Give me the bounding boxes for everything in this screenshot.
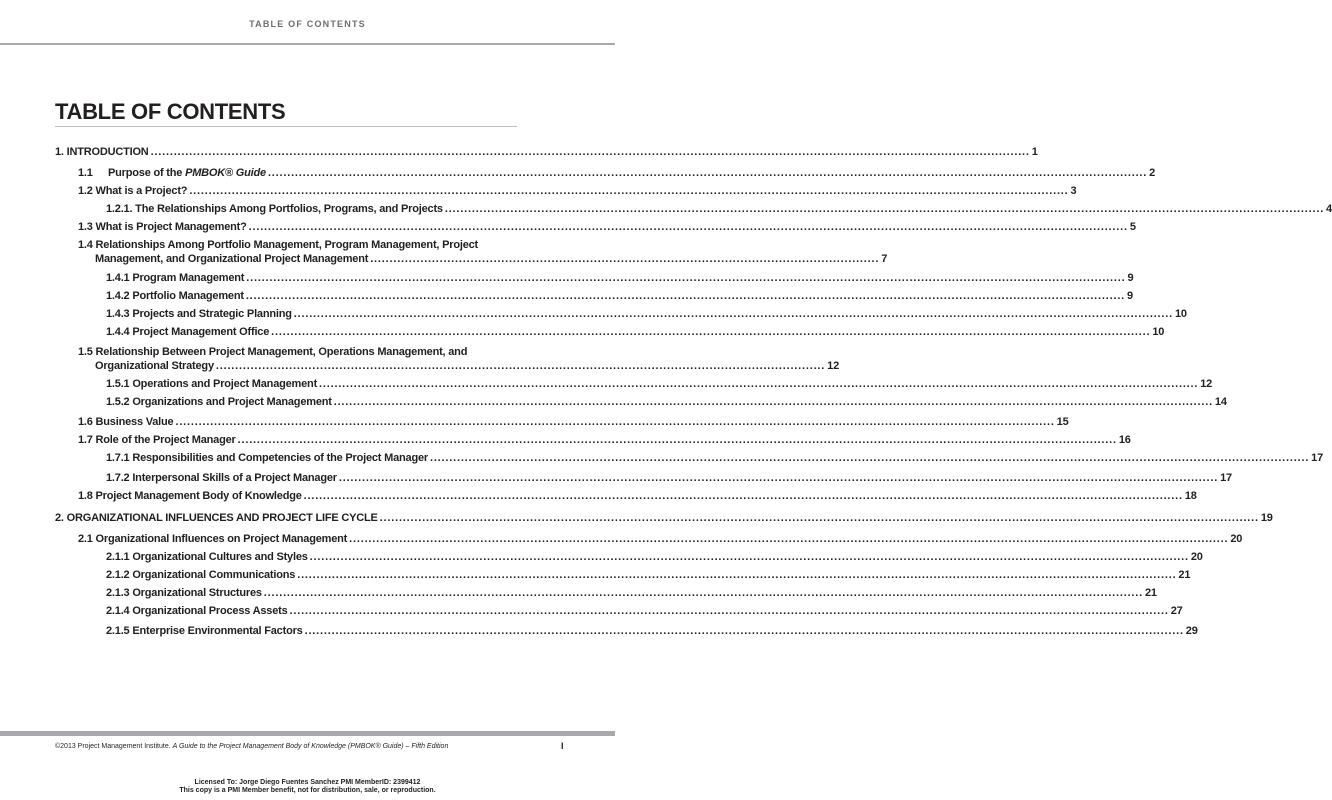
toc-page-number: 7 — [881, 253, 888, 265]
toc-page-number: 12 — [827, 360, 839, 372]
license-notice — [0, 779, 615, 795]
dot-leader — [175, 415, 1054, 429]
dot-leader — [430, 451, 1309, 465]
toc-entry-label: 2.1.3 Organizational Structures — [106, 587, 262, 599]
toc-page-number: 27 — [1170, 605, 1183, 617]
toc-entry[interactable] — [106, 325, 1165, 339]
dot-leader — [264, 586, 1143, 600]
toc-entry[interactable] — [106, 471, 1232, 485]
toc-entry[interactable] — [106, 604, 1183, 618]
dot-leader — [334, 395, 1213, 409]
toc-page-number: 4 — [1326, 203, 1332, 215]
toc-entry-label: 1.2.1. The Relationships Among Portfolios, Programs, and Projects — [106, 203, 443, 215]
toc-entry[interactable] — [106, 395, 1227, 409]
toc-page-number: 16 — [1118, 434, 1131, 446]
toc-entry[interactable] — [78, 184, 1077, 198]
dot-leader — [271, 325, 1150, 339]
toc-page-number: 17 — [1311, 452, 1324, 464]
dot-leader — [349, 532, 1228, 546]
toc-entry[interactable] — [78, 433, 1131, 447]
toc-page-number: 14 — [1214, 396, 1227, 408]
running-header — [0, 0, 615, 45]
toc-entry[interactable] — [106, 271, 1134, 285]
dot-leader — [249, 220, 1128, 234]
toc-page-number: 5 — [1129, 221, 1136, 233]
dot-leader — [290, 604, 1169, 618]
toc-entry[interactable] — [106, 624, 1198, 638]
toc-page-number: 10 — [1174, 308, 1187, 320]
toc-entry[interactable] — [78, 238, 888, 266]
toc-entry-label: 1.1 Purpose of the PMBOK® Guide — [78, 167, 266, 179]
dot-leader: .................................................................................................................................... — [370, 253, 880, 265]
dot-leader — [297, 568, 1176, 582]
toc-entry-label: 2.1.1 Organizational Cultures and Styles — [106, 551, 308, 563]
toc-entry[interactable] — [106, 568, 1191, 582]
footer-copyright: ©2013 Project Management Institute. A Guide to the Project Management Body of Knowledge (PMBOK® Guide) – Fifth Edition — [55, 743, 449, 750]
dot-leader — [310, 550, 1189, 564]
toc-entry-label: 2.1 Organizational Influences on Project Management — [78, 533, 348, 545]
toc-entry[interactable] — [78, 345, 839, 373]
title-divider — [55, 126, 517, 127]
toc-entry-label: 1.7 Role of the Project Manager — [78, 434, 236, 446]
license-line-1: Licensed To: Jorge Diego Fuentes Sanchez PMI MemberID: 2399412 — [194, 779, 421, 786]
toc-entry-label: 1.5 Relationship Between Project Management, Operations Management, and — [78, 346, 468, 358]
toc-entry[interactable] — [106, 202, 1332, 216]
toc-entry-label: 1.5.1 Operations and Project Management — [106, 378, 318, 390]
toc-entry-label: 1.7.2 Interpersonal Skills of a Project Manager — [106, 472, 337, 484]
dot-leader — [238, 433, 1117, 447]
toc-page-number: 9 — [1127, 290, 1133, 302]
toc-entry-label: 1.2 What is a Project? — [78, 185, 188, 197]
toc-entry-label: 2.1.5 Enterprise Environmental Factors — [106, 625, 303, 637]
toc-entry-label: 1.4.2 Portfolio Management — [106, 290, 244, 302]
page-title: TABLE OF CONTENTS — [55, 99, 286, 124]
toc-entry[interactable] — [78, 220, 1136, 234]
toc-entry-label: 2.1.2 Organizational Communications — [106, 569, 296, 581]
toc-page-number: 20 — [1190, 551, 1203, 563]
toc-entry[interactable] — [78, 489, 1197, 503]
toc-entry-label: 1.6 Business Value — [78, 416, 174, 428]
toc-entry-label: 1.5.2 Organizations and Project Management — [106, 396, 332, 408]
toc-page-number: 19 — [1260, 512, 1273, 524]
toc-entry-label-cont: Organizational Strategy — [95, 360, 214, 372]
toc-entry[interactable] — [78, 166, 1156, 180]
toc-page-number: 21 — [1178, 569, 1191, 581]
dot-leader — [246, 271, 1125, 285]
toc-entry[interactable] — [106, 451, 1324, 465]
toc-page-number: 2 — [1149, 167, 1156, 179]
dot-leader — [304, 489, 1183, 503]
toc-entry[interactable] — [78, 532, 1243, 546]
toc-entry[interactable] — [55, 145, 1038, 159]
license-line-2: This copy is a PMI Member benefit, not for distribution, sale, or reproduction. — [179, 787, 436, 794]
toc-entry[interactable] — [106, 550, 1203, 564]
dot-leader: .............................................................................................................................................................. — [215, 360, 826, 372]
toc-entry-label: 1. INTRODUCTION — [55, 146, 149, 158]
toc-page-number: 15 — [1056, 416, 1069, 428]
footer-rule — [0, 731, 615, 736]
toc-page-number: 29 — [1185, 625, 1198, 637]
toc-entry[interactable] — [106, 307, 1187, 321]
toc-entry-label-cont: Management, and Organizational Project Management — [95, 253, 369, 265]
toc-entry-label: 2.1.4 Organizational Process Assets — [106, 605, 288, 617]
dot-leader — [268, 166, 1147, 180]
toc-entry-label: 1.4.3 Projects and Strategic Planning — [106, 308, 292, 320]
toc-entry-label: 1.3 What is Project Management? — [78, 221, 247, 233]
running-header-title: TABLE OF CONTENTS — [249, 19, 366, 29]
dot-leader — [246, 289, 1125, 303]
toc-page-number: 3 — [1070, 185, 1077, 197]
dot-leader — [305, 624, 1184, 638]
toc-entry-label: 1.7.1 Responsibilities and Competencies of the Project Manager — [106, 452, 428, 464]
toc-entry-label: 1.4 Relationships Among Portfolio Management, Program Management, Project — [78, 239, 479, 251]
toc-page-number: 18 — [1184, 490, 1197, 502]
toc-page-number: 1 — [1031, 146, 1038, 158]
toc-page-number: 21 — [1145, 587, 1157, 599]
toc-entry-label: 1.4.4 Project Management Office — [106, 326, 270, 338]
footer-book-title: A Guide to the Project Management Body of Knowledge (PMBOK® Guide) – Fifth Edition — [172, 743, 449, 750]
toc-entry-label: 1.4.1 Program Management — [106, 272, 245, 284]
dot-leader — [294, 307, 1173, 321]
toc-page-number: 10 — [1152, 326, 1165, 338]
toc-entry[interactable] — [55, 511, 1273, 525]
toc-entry[interactable] — [106, 289, 1133, 303]
toc-page-number: 20 — [1230, 533, 1243, 545]
toc-entry[interactable] — [106, 377, 1213, 391]
dot-leader — [380, 511, 1259, 525]
toc-page-number: 9 — [1127, 272, 1134, 284]
page-folio: I — [561, 741, 564, 751]
toc-entry-label: 2. ORGANIZATIONAL INFLUENCES AND PROJECT LIFE CYCLE — [55, 512, 378, 524]
toc-page-number: 17 — [1220, 472, 1232, 484]
toc-page-number: 12 — [1200, 378, 1213, 390]
dot-leader — [151, 145, 1030, 159]
toc-entry[interactable] — [106, 586, 1157, 600]
dot-leader — [319, 377, 1198, 391]
toc-entry[interactable] — [78, 415, 1069, 429]
toc-entry-label: 1.8 Project Management Body of Knowledge — [78, 490, 302, 502]
dot-leader — [189, 184, 1068, 198]
dot-leader — [339, 471, 1218, 485]
dot-leader — [445, 202, 1324, 216]
